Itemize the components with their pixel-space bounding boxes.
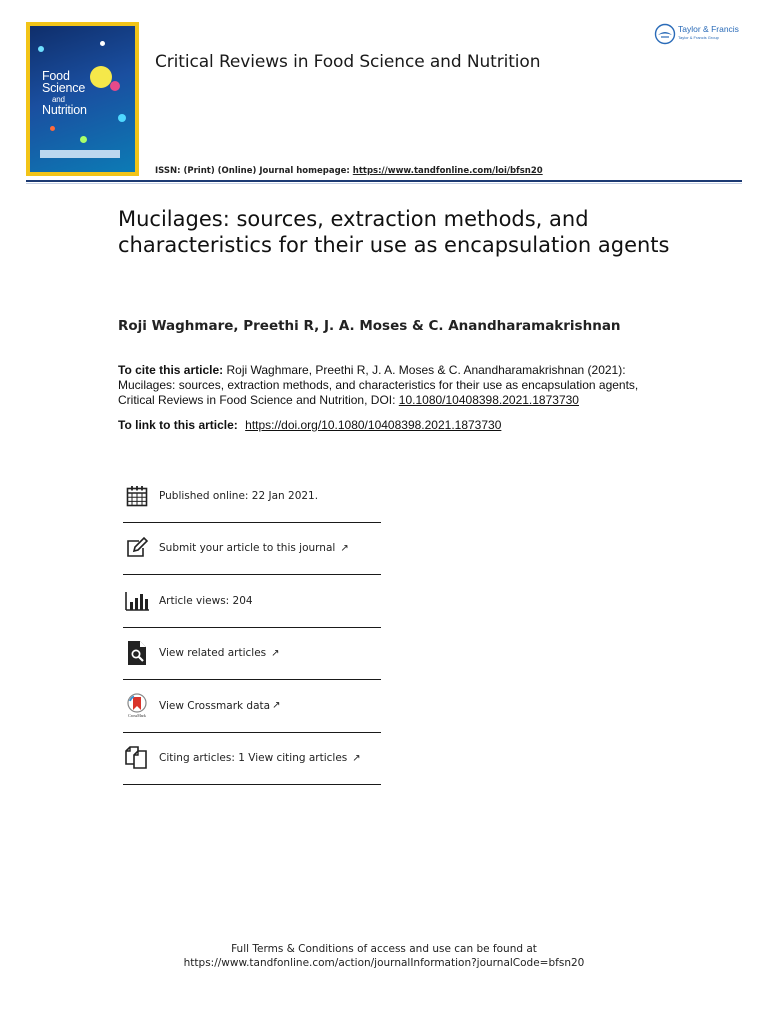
citation-block <box>118 363 678 408</box>
published-row <box>123 470 381 523</box>
related-articles-text[interactable]: View related articles <box>159 647 267 660</box>
issn-text: ISSN: (Print) (Online) Journal homepage: <box>155 166 350 176</box>
footer-terms <box>0 942 768 970</box>
cover-text-food: Food <box>42 69 70 83</box>
cover-text-and: and <box>52 95 65 104</box>
publisher-subname: Taylor & Francis Group <box>678 35 719 40</box>
external-link-icon: ↗ <box>271 647 280 659</box>
citing-articles-row[interactable] <box>123 733 381 786</box>
citing-articles-text[interactable]: Citing articles: 1 View citing articles <box>159 752 348 765</box>
crossmark-icon <box>123 692 151 720</box>
header-divider <box>26 180 742 182</box>
journal-cover-image <box>26 22 139 176</box>
document-search-icon <box>123 639 151 667</box>
journal-homepage-link[interactable]: https://www.tandfonline.com/loi/bfsn20 <box>352 166 543 176</box>
cover-volume-strip <box>40 150 120 158</box>
publisher-logo-icon <box>654 23 676 45</box>
article-info-list <box>123 470 381 785</box>
article-link-line <box>118 418 501 432</box>
publisher-logo[interactable] <box>654 22 746 46</box>
article-title: Mucilages: sources, extraction methods, and characteristics for their use as encapsulation agents <box>118 207 670 257</box>
cite-doi-link[interactable]: 10.1080/10408398.2021.1873730 <box>398 393 579 407</box>
journal-title: Critical Reviews in Food Science and Nutrition <box>155 52 541 72</box>
crossmark-icon-label: CrossMark <box>128 713 146 719</box>
crossmark-text[interactable]: View Crossmark data <box>159 699 271 712</box>
external-link-icon: ↗ <box>340 542 349 554</box>
related-articles-row[interactable] <box>123 628 381 681</box>
footer-terms-line: Full Terms & Conditions of access and use can be found at <box>231 943 537 955</box>
cite-text: Roji Waghmare, Preethi R, J. A. Moses & C. Anandharamakrishnan (2021): Mucilages: sources, extraction methods, and characteristics for their use as encapsulation agents, Critical Reviews in Food Science and Nutrition, DOI: <box>118 363 639 407</box>
article-views-text: Article views: 204 <box>159 594 253 607</box>
calendar-icon <box>123 482 151 510</box>
crossmark-row[interactable] <box>123 680 381 733</box>
article-authors: Roji Waghmare, Preethi R, J. A. Moses & C. Anandharamakrishnan <box>118 318 621 334</box>
publisher-name: Taylor & Francis <box>678 24 739 34</box>
submit-article-text[interactable]: Submit your article to this journal <box>159 542 336 555</box>
external-link-icon: ↗ <box>352 752 361 764</box>
submit-article-row[interactable] <box>123 523 381 576</box>
bar-chart-icon <box>123 587 151 615</box>
cover-text-nutrition: Nutrition <box>42 103 87 117</box>
link-label: To link to this article: <box>118 418 238 432</box>
issn-line <box>155 166 543 176</box>
footer-terms-url[interactable]: https://www.tandfonline.com/action/journalInformation?journalCode=bfsn20 <box>183 957 585 969</box>
cite-label: To cite this article: <box>118 363 224 377</box>
cover-text-science: Science <box>42 81 86 95</box>
header-divider-thin <box>26 183 742 184</box>
article-doi-link[interactable]: https://doi.org/10.1080/10408398.2021.1873730 <box>245 418 502 432</box>
citing-documents-icon <box>123 744 151 772</box>
edit-icon <box>123 534 151 562</box>
article-views-row <box>123 575 381 628</box>
external-link-icon: ↗ <box>272 700 281 712</box>
published-text: Published online: 22 Jan 2021. <box>159 489 319 502</box>
